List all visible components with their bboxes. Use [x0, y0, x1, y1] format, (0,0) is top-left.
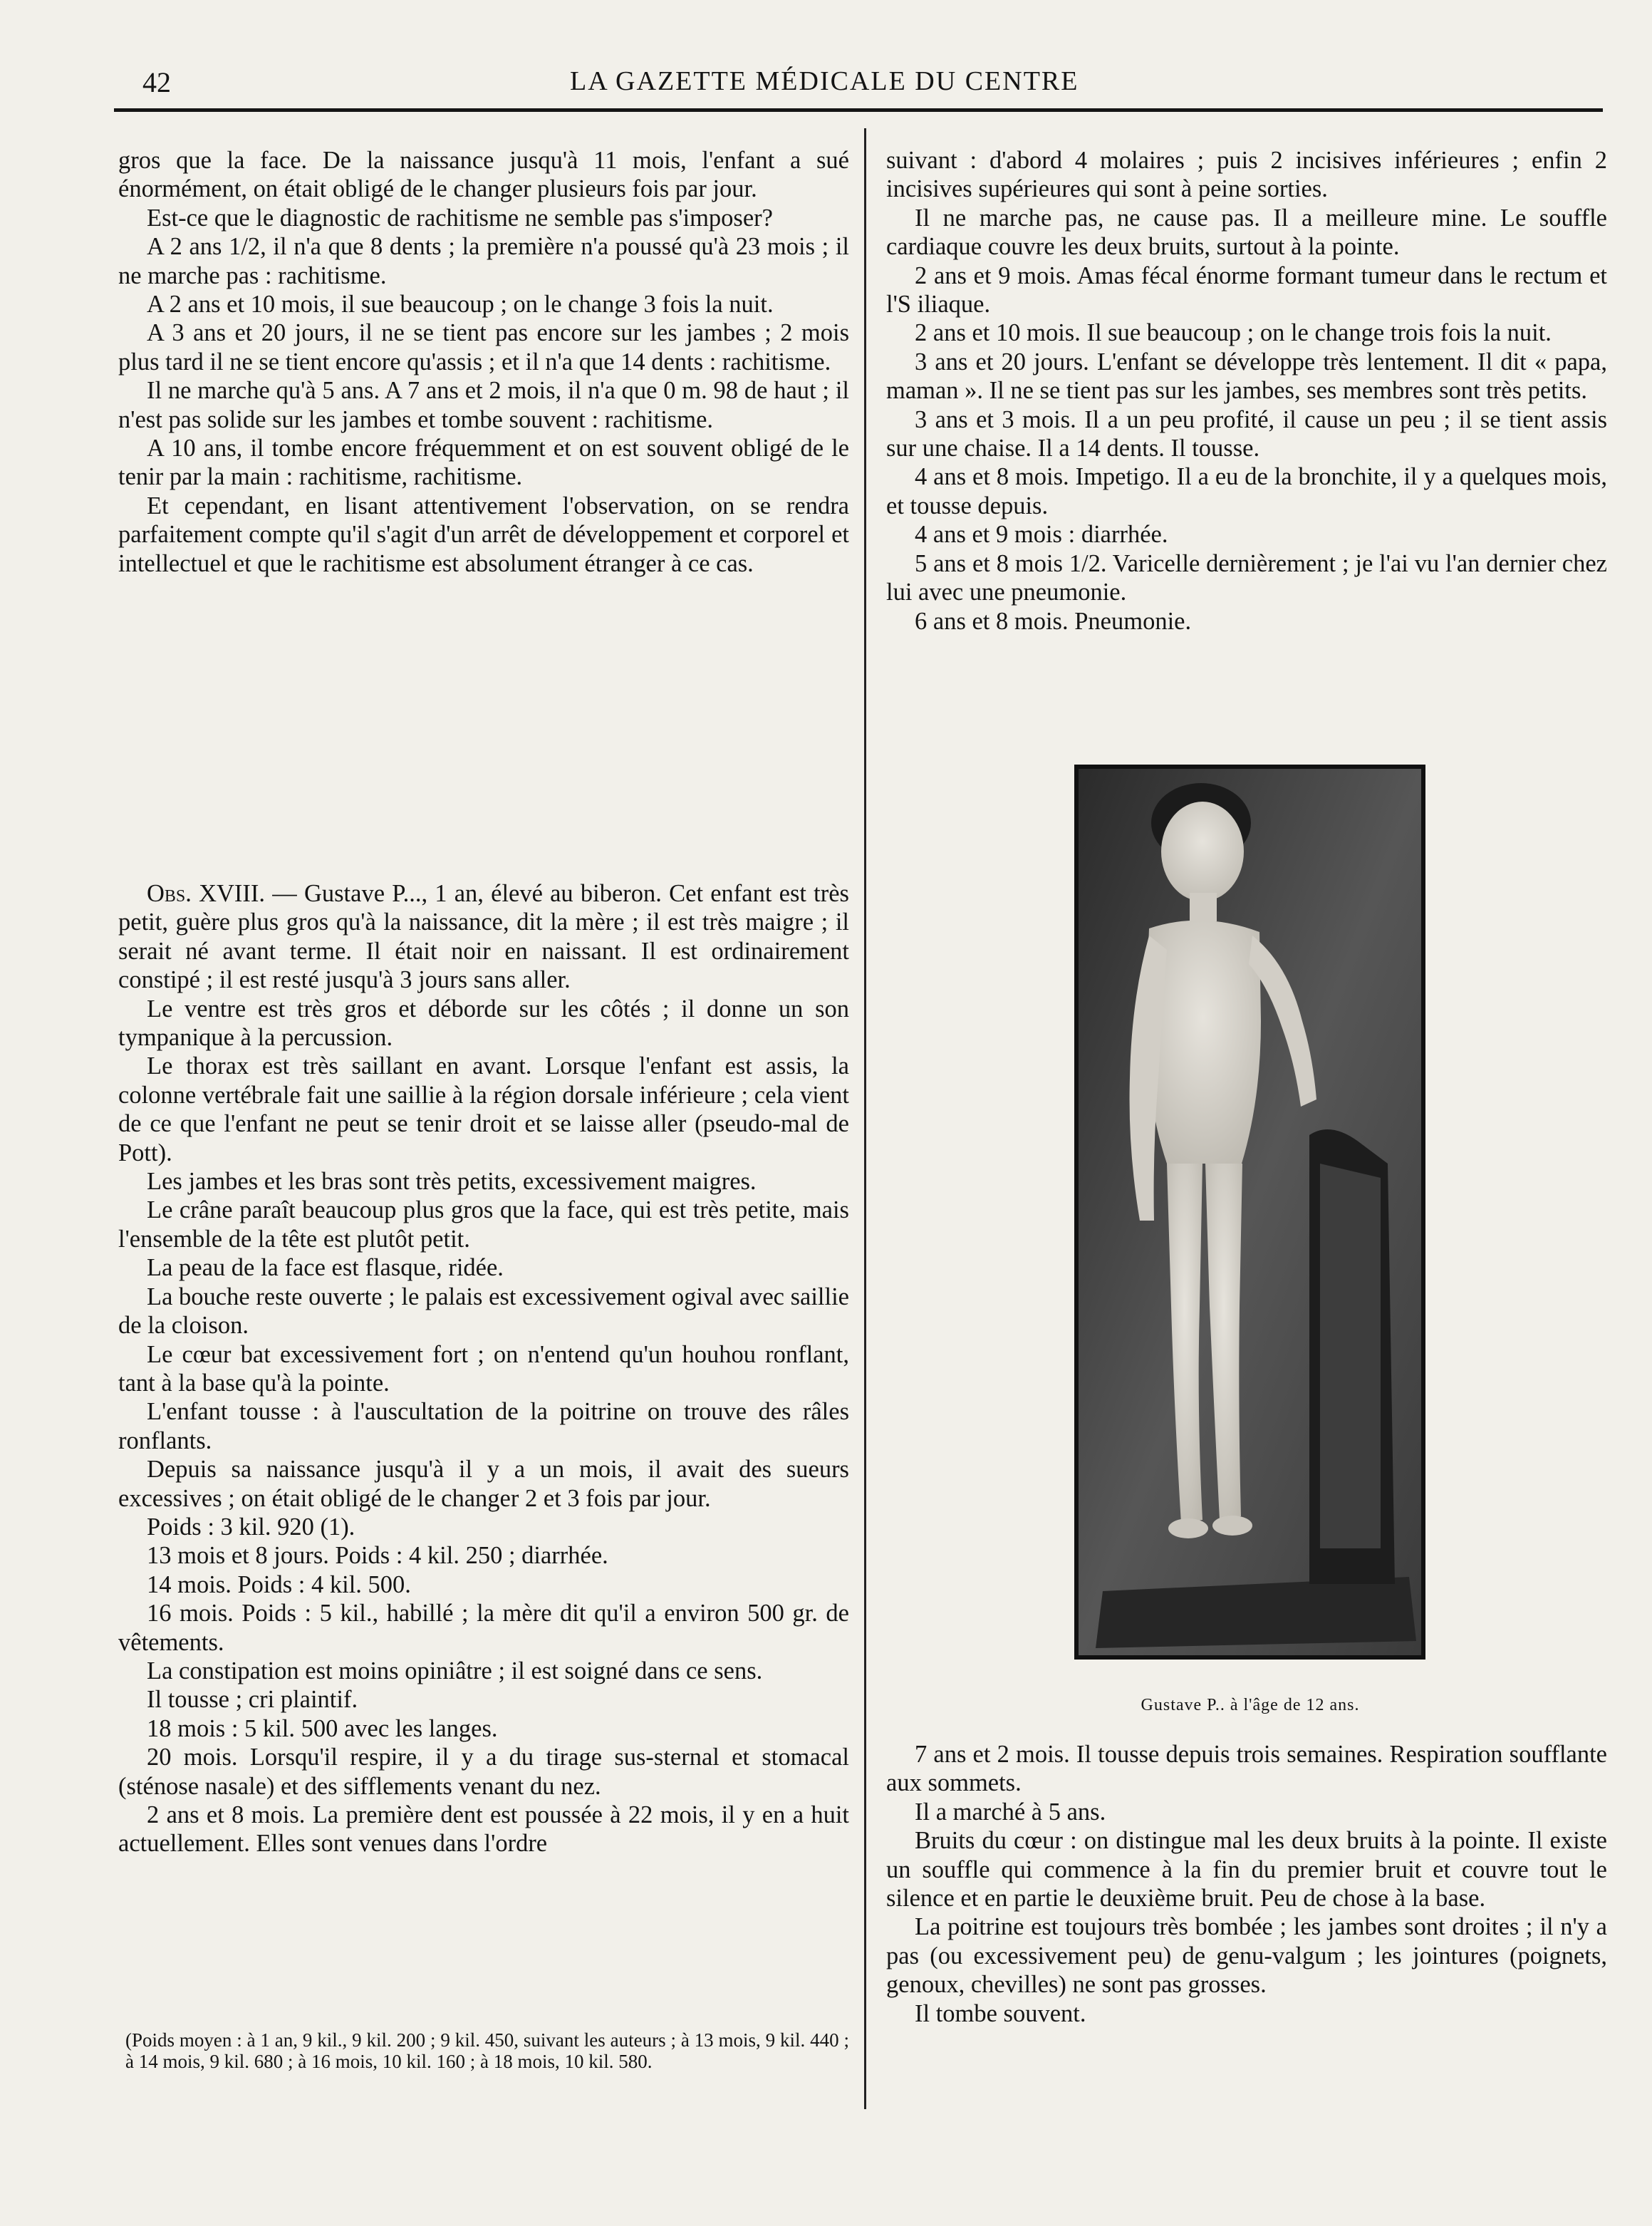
paragraph: Les jambes et les bras sont très petits, excessivement maigres.: [147, 1168, 757, 1196]
paragraph: Le crâne paraît beaucoup plus gros que la face, qui est très petite, mais l'ensemble de la tête est plutôt petit.: [118, 1196, 849, 1253]
right-column-top: [886, 146, 1607, 636]
paragraph: Le thorax est très saillant en avant. Lorsque l'enfant est assis, la colonne vertébrale fait une saillie à la région dorsale inférieure ; cela vient de ce que l'enfant ne peut se tenir droit et se laisse aller (pseudo-mal de Pott).: [118, 1052, 849, 1166]
right-column-bottom: [886, 1740, 1607, 2028]
paragraph: A 10 ans, il tombe encore fréquemment et on est souvent obligé de le tenir par la main : rachitisme, rachitisme.: [118, 435, 849, 491]
observation-intro-text: — Gustave P..., 1 an, élevé au biberon. Cet enfant est très petit, guère plus gros qu'à la naissance, dit la mère ; il est très maigre ; il serait né avant terme. Il était noir en naissant. Il est ordinairement constipé ; il est resté jusqu'à 3 jours sans aller.: [118, 880, 849, 994]
paragraph: Il tousse ; cri plaintif.: [147, 1686, 358, 1714]
paragraph: 13 mois et 8 jours. Poids : 4 kil. 250 ; diarrhée.: [147, 1542, 608, 1570]
patient-photograph: [1074, 765, 1425, 1660]
paragraph: 4 ans et 8 mois. Impetigo. Il a eu de la bronchite, il y a quelques mois, et tousse depuis.: [886, 463, 1607, 519]
paragraph: Et cependant, en lisant attentivement l'observation, on se rendra parfaitement compte qu'il s'agit d'un arrêt de développement et corporel et intellectuel et que le rachitisme est absolument étranger à ce cas.: [118, 492, 849, 577]
paragraph: La constipation est moins opiniâtre ; il est soigné dans ce sens.: [147, 1657, 763, 1684]
paragraph: 7 ans et 2 mois. Il tousse depuis trois semaines. Respiration soufflante aux sommets.: [886, 1741, 1607, 1797]
paragraph: 4 ans et 9 mois : diarrhée.: [915, 521, 1168, 549]
paragraph: Le cœur bat excessivement fort ; on n'entend qu'un houhou ronflant, tant à la base qu'à la pointe.: [118, 1340, 849, 1397]
paragraph: L'enfant tousse : à l'auscultation de la poitrine on trouve des râles ronflants.: [118, 1398, 849, 1454]
paragraph: 2 ans et 8 mois. La première dent est poussée à 22 mois, il y en a huit actuellement. Elles sont venues dans l'ordre: [118, 1801, 849, 1858]
header-rule: [114, 108, 1603, 112]
footnote: [125, 2029, 849, 2072]
observation-intro: [118, 879, 849, 995]
paragraph: A 2 ans et 10 mois, il sue beaucoup ; on le change 3 fois la nuit.: [147, 291, 774, 319]
paragraph: La bouche reste ouverte ; le palais est excessivement ogival avec saillie de la cloison.: [118, 1283, 849, 1340]
observation-section: [118, 879, 849, 1858]
paragraph: La peau de la face est flasque, ridée.: [147, 1254, 504, 1282]
paragraph: 16 mois. Poids : 5 kil., habillé ; la mère dit qu'il a environ 500 gr. de vêtements.: [118, 1600, 849, 1656]
paragraph: suivant : d'abord 4 molaires ; puis 2 incisives inférieures ; enfin 2 incisives supérieures qui sont à peine sorties.: [886, 147, 1607, 203]
paragraph: A 2 ans 1/2, il n'a que 8 dents ; la première n'a poussé qu'à 23 mois ; il ne marche pas : rachitisme.: [118, 233, 849, 289]
paragraph: gros que la face. De la naissance jusqu'à 11 mois, l'enfant a sué énormément, on était obligé de le changer plusieurs fois par jour.: [118, 147, 849, 203]
paragraph: Le ventre est très gros et déborde sur les côtés ; il donne un son tympanique à la percussion.: [118, 995, 849, 1052]
paragraph: Il ne marche qu'à 5 ans. A 7 ans et 2 mois, il n'a que 0 m. 98 de haut ; il n'est pas solide sur les jambes et tombe souvent : rachitisme.: [118, 377, 849, 433]
paragraph: Poids : 3 kil. 920 (1).: [147, 1513, 355, 1541]
column-divider: [864, 128, 866, 2109]
paragraph: Est-ce que le diagnostic de rachitisme ne semble pas s'imposer?: [147, 204, 773, 232]
paragraph: 14 mois. Poids : 4 kil. 500.: [147, 1570, 411, 1598]
paragraph: 2 ans et 10 mois. Il sue beaucoup ; on le change trois fois la nuit.: [915, 319, 1552, 347]
running-title: LA GAZETTE MÉDICALE DU CENTRE: [570, 66, 1079, 96]
paragraph: 2 ans et 9 mois. Amas fécal énorme formant tumeur dans le rectum et l'S iliaque.: [886, 262, 1607, 319]
paragraph: La poitrine est toujours très bombée ; les jambes sont droites ; il n'y a pas (ou excessivement peu) de genu-valgum ; les jointures (poignets, genoux, chevilles) ne sont pas grosses.: [886, 1913, 1607, 1999]
left-column-top: [118, 146, 849, 578]
paragraph: 20 mois. Lorsqu'il respire, il y a du tirage sus-sternal et stomacal (sténose nasale) et des sifflements venant du nez.: [118, 1744, 849, 1800]
page-number: 42: [142, 66, 171, 98]
paragraph: Depuis sa naissance jusqu'à il y a un mois, il avait des sueurs excessives ; on était obligé de le changer 2 et 3 fois par jour.: [118, 1456, 849, 1512]
paragraph: 6 ans et 8 mois. Pneumonie.: [915, 607, 1192, 635]
observation-label: Obs. XVIII.: [147, 880, 266, 907]
paragraph: Bruits du cœur : on distingue mal les deux bruits à la pointe. Il existe un souffle qui commence à la fin du premier bruit et couvre tout le silence et en partie le deuxième bruit. Peu de chose à la base.: [886, 1827, 1607, 1912]
paragraph: 18 mois : 5 kil. 500 avec les langes.: [147, 1714, 498, 1742]
paragraph: 3 ans et 3 mois. Il a un peu profité, il cause un peu ; il se tient assis sur une chaise. Il a 14 dents. Il tousse.: [886, 405, 1607, 462]
paragraph: 5 ans et 8 mois 1/2. Varicelle dernièrement ; je l'ai vu l'an dernier chez lui avec une pneumonie.: [886, 549, 1607, 606]
paragraph: 3 ans et 20 jours. L'enfant se développe très lentement. Il dit « papa, maman ». Il ne se tient pas sur les jambes, ses membres sont très petits.: [886, 348, 1607, 405]
paragraph: Il tombe souvent.: [915, 1999, 1086, 2027]
paragraph: A 3 ans et 20 jours, il ne se tient pas encore sur les jambes ; 2 mois plus tard il ne se tient encore qu'assis ; et il n'a que 14 dents : rachitisme.: [118, 319, 849, 376]
figure-caption: Gustave P.. à l'âge de 12 ans.: [1141, 1696, 1360, 1714]
paragraph: Il a marché à 5 ans.: [915, 1798, 1106, 1826]
footnote-text: (Poids moyen : à 1 an, 9 kil., 9 kil. 200 ; 9 kil. 450, suivant les auteurs ; à 13 mois, 9 kil. 440 ; à 14 mois, 9 kil. 680 ; à 16 mois, 10 kil. 160 ; à 18 mois, 10 kil. 580.: [125, 2029, 849, 2072]
paragraph: Il ne marche pas, ne cause pas. Il a meilleure mine. Le souffle cardiaque couvre les deux bruits, surtout à la pointe.: [886, 204, 1607, 261]
